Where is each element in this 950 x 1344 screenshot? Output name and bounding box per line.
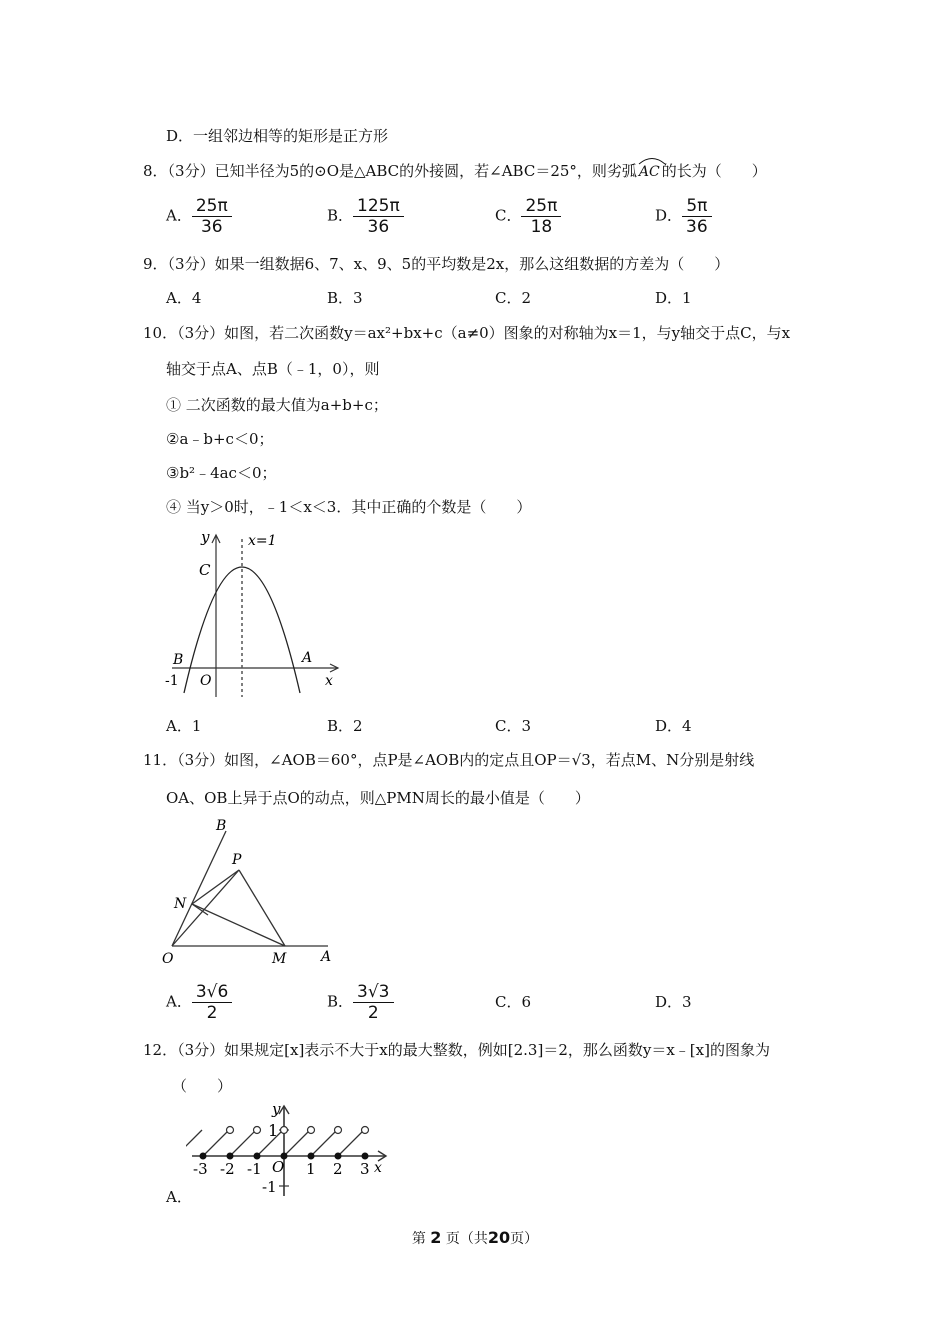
q11-option-a-num: 3√6: [192, 982, 232, 1003]
q12-open-points: [227, 1127, 369, 1134]
q10-label-axis: x=1: [248, 533, 277, 549]
q8-option-d-num: 5π: [682, 196, 712, 217]
q12-line1: 12．（3分）如果规定[x]表示不大于x的最大整数，例如[2.3]＝2，那么函数y＝x﹣[x]的图象为: [143, 1041, 770, 1059]
q12-tick-label-m1: -1: [247, 1160, 262, 1178]
q8-stem: [143, 160, 767, 183]
footer-mid: 页（共: [445, 1231, 488, 1247]
q8-arc-label: AC: [638, 164, 660, 180]
q12-tick-label-2: 2: [333, 1160, 343, 1178]
q12-line2: （ ）: [172, 1077, 233, 1095]
q12-label-1: 1: [268, 1121, 279, 1140]
q11-option-c: C．6: [495, 993, 532, 1011]
q12-tick-label-3: 3: [360, 1160, 370, 1178]
footer-post: 页）: [510, 1231, 539, 1247]
q11-option-b-label: B．: [327, 992, 354, 1011]
q10-option-c: C．3: [495, 717, 532, 735]
q11-label-o: O: [162, 951, 174, 967]
q8-option-d-frac: [682, 196, 712, 237]
q10-line2: 轴交于点A、点B（﹣1，0），则: [166, 360, 380, 378]
q12-dot-3: [362, 1153, 369, 1160]
q12-dot-m1: [254, 1153, 261, 1160]
q9-option-d: D．1: [655, 289, 692, 307]
q11-option-b: [327, 982, 394, 1023]
q12-tick-label-m3: -3: [193, 1160, 208, 1178]
arc-mark: [637, 155, 667, 165]
q11-option-a-label: A．: [166, 992, 192, 1011]
q11-option-a: [166, 982, 232, 1023]
q12-seg-1: [311, 1130, 337, 1156]
q8-option-d-den: 36: [686, 217, 708, 237]
q12-open-m1: [254, 1127, 261, 1134]
q10-statement-2: ②a﹣b+c＜0；: [166, 430, 274, 448]
q10-option-a: A．1: [166, 717, 202, 735]
footer-page-number: 2: [430, 1228, 442, 1247]
q8-option-a-frac: [192, 196, 232, 237]
q8-option-a-num: 25π: [192, 196, 232, 217]
q12-graph-a: [186, 1100, 396, 1200]
q10-statement-1: ① 二次函数的最大值为a+b+c；: [166, 396, 388, 414]
q12-dot-2: [335, 1153, 342, 1160]
q12-open-2: [335, 1127, 342, 1134]
q12-option-a: A．: [166, 1188, 192, 1206]
q8-option-d: [655, 196, 712, 237]
q9-option-a: A．4: [166, 289, 202, 307]
q10-label-x: x: [325, 673, 333, 689]
q8-arc: [637, 161, 662, 183]
q11-segment-pm: [239, 870, 285, 946]
q12-seg-m3: [203, 1130, 229, 1156]
q8-option-b-num: 125π: [353, 196, 404, 217]
q9-stem: 9．（3分）如果一组数据6、7、x、9、5的平均数是2x，那么这组数据的方差为（ ）: [143, 255, 730, 273]
q12-label-o: O: [272, 1158, 285, 1176]
q10-line1: 10．（3分）如图，若二次函数y＝ax²+bx+c（a≠0）图象的对称轴为x＝1，与y轴交于点C，与x: [143, 324, 791, 342]
q10-label-o: O: [200, 673, 212, 689]
q10-label-y: y: [201, 528, 210, 546]
q8-option-b-den: 36: [367, 217, 390, 237]
q11-angle-figure: [158, 815, 348, 970]
q12-open-m2: [227, 1127, 234, 1134]
q8-option-b: [327, 196, 404, 237]
q8-option-a: [166, 196, 232, 237]
q11-option-b-frac: [353, 982, 393, 1023]
q8-option-b-frac: [353, 196, 404, 237]
q8-option-c-den: 18: [530, 217, 553, 237]
q12-label-y: y: [272, 1100, 281, 1118]
q11-label-p: P: [232, 852, 242, 868]
q8-option-c: [495, 196, 561, 237]
q10-option-b: B．2: [327, 717, 363, 735]
q12-seg-2: [338, 1130, 364, 1156]
q12-open-0: [281, 1127, 288, 1134]
q10-label-a: A: [302, 650, 313, 666]
q8-stem-b: 的长为（ ）: [661, 162, 767, 180]
q11-label-m: M: [272, 951, 287, 967]
q11-option-a-frac: [192, 982, 232, 1023]
q8-option-d-label: D．: [655, 206, 683, 225]
q11-ray-ob: [172, 831, 226, 946]
q7-option-d: D．一组邻边相等的矩形是正方形: [166, 127, 389, 145]
q10-label-b: B: [173, 652, 184, 668]
q11-line2: OA、OB上异于点O的动点，则△PMN周长的最小值是（ ）: [166, 789, 590, 807]
q10-label-minus1: -1: [165, 673, 179, 689]
q11-option-b-den: 2: [367, 1003, 379, 1023]
footer-pre: 第: [411, 1231, 426, 1247]
q10-option-d: D．4: [655, 717, 692, 735]
q12-seg-m4: [186, 1130, 202, 1156]
q12-seg-0: [284, 1130, 310, 1156]
q12-label-x: x: [374, 1160, 382, 1176]
q11-label-a: A: [321, 949, 332, 965]
q12-dot-1: [308, 1153, 315, 1160]
q12-tick-label-1: 1: [306, 1160, 316, 1178]
q10-parabola-figure: [160, 525, 350, 700]
q9-option-c: C．2: [495, 289, 532, 307]
q8-stem-a: 8．（3分）已知半径为5的⊙O是△ABC的外接圆，若∠ABC＝25°，则劣弧: [143, 162, 637, 180]
q12-label-minus1: -1: [262, 1178, 277, 1196]
q11-label-b: B: [216, 818, 227, 834]
q10-statement-3: ③b²﹣4ac＜0；: [166, 464, 277, 482]
q11-option-d: D．3: [655, 993, 692, 1011]
q12-dot-m2: [227, 1153, 234, 1160]
q12-seg-m2: [230, 1130, 256, 1156]
q8-option-a-label: A．: [166, 206, 192, 225]
footer-total-pages: 20: [487, 1228, 511, 1247]
q8-option-c-label: C．: [495, 206, 522, 225]
q8-option-a-den: 36: [200, 217, 223, 237]
q11-option-a-den: 2: [206, 1003, 218, 1023]
q9-option-b: B．3: [327, 289, 363, 307]
q11-line1: 11．（3分）如图，∠AOB＝60°，点P是∠AOB内的定点且OP＝√3，若点M、N分别是射线: [143, 751, 755, 769]
q10-statement-4: ④ 当y＞0时，﹣1＜x＜3．其中正确的个数是（ ）: [166, 498, 532, 516]
page-footer: [0, 1228, 950, 1248]
q12-dot-m3: [200, 1153, 207, 1160]
q12-tick-label-m2: -2: [220, 1160, 235, 1178]
q12-open-3: [362, 1127, 369, 1134]
q12-open-1: [308, 1127, 315, 1134]
q11-label-n: N: [174, 896, 187, 912]
q10-label-c: C: [199, 561, 211, 579]
q11-segment-nm: [192, 904, 285, 946]
q8-option-c-num: 25π: [521, 196, 561, 217]
q8-option-b-label: B．: [327, 206, 354, 225]
q11-option-b-num: 3√3: [353, 982, 393, 1003]
q8-option-c-frac: [521, 196, 561, 237]
